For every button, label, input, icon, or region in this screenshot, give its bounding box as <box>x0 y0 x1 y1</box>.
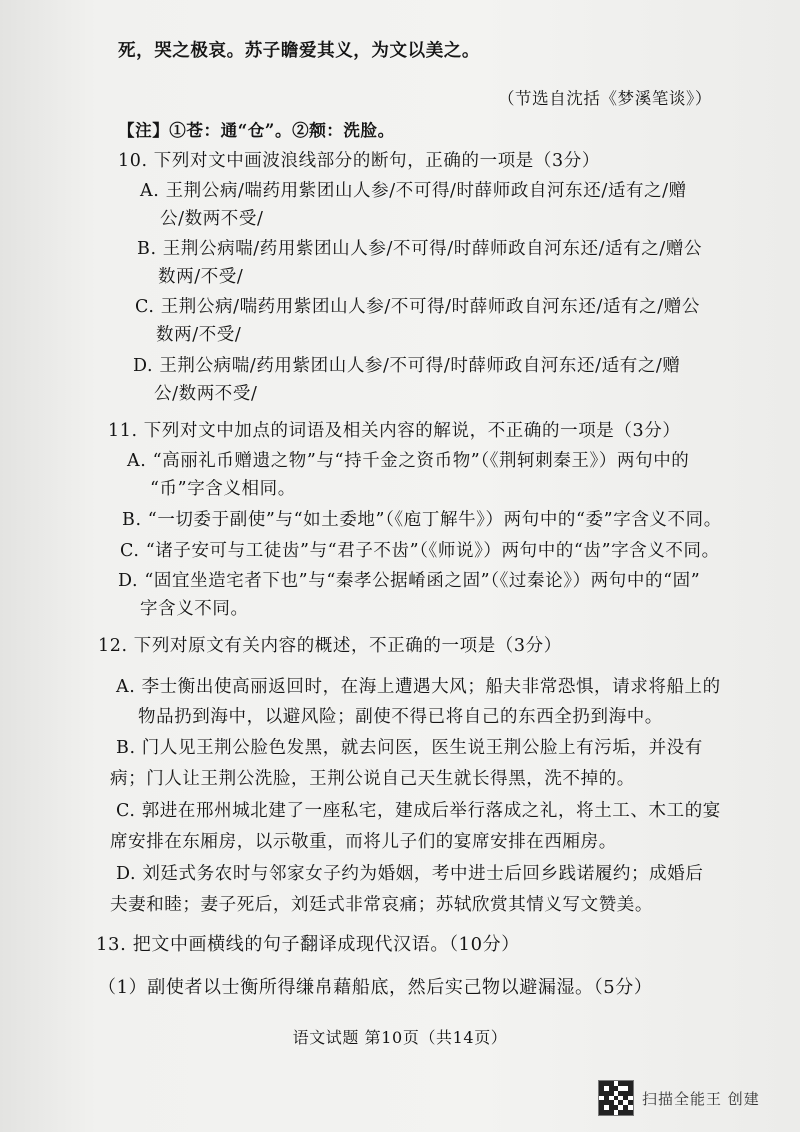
q13-sentence-1: （1）副使者以士衡所得缣帛藉船底，然后实己物以避漏湿。（5分） <box>98 977 653 998</box>
q13-stem: 13. 把文中画横线的句子翻译成现代汉语。（10分） <box>96 934 520 955</box>
q11-stem: 11. 下列对文中加点的词语及相关内容的解说，不正确的一项是（3分） <box>108 421 681 441</box>
page-footer: 语文试题 第10页（共14页） <box>292 1028 508 1047</box>
q11-option-d: D. “固宜坐造宅者下也”与“秦孝公据崤函之固”（《过秦论》）两句中的“固” <box>118 571 701 591</box>
q12-stem: 12. 下列对原文有关内容的概述，不正确的一项是（3分） <box>98 636 562 656</box>
q10-option-a: A. 王荆公病/喘药用紫团山人参/不可得/时薛师政自河东还/适有之/赠 <box>140 181 687 201</box>
q12-option-b-cont: 病；门人让王荆公洗脸，王荆公说自己天生就长得黑，洗不掉的。 <box>110 769 635 789</box>
q12-option-c-cont: 席安排在东厢房，以示敬重，而将儿子们的宴席安排在西厢房。 <box>110 832 617 852</box>
q12-option-a: A. 李士衡出使高丽返回时，在海上遭遇大风；船夫非常恐惧，请求将船上的 <box>116 677 721 697</box>
q12-option-c: C. 郭进在邢州城北建了一座私宅，建成后举行落成之礼，将土工、木工的宴 <box>116 801 721 821</box>
q10-option-b: B. 王荆公病喘/药用紫团山人参/不可得/时薛师政自河东还/适有之/赠公 <box>137 239 703 259</box>
annotation-note: 【注】①苍：通“仓”。②颒：洗脸。 <box>118 121 395 140</box>
q11-option-a: A. “高丽礼币赠遗之物”与“持千金之资币物”（《荆轲刺秦王》）两句中的 <box>127 451 690 471</box>
q12-option-b: B. 门人见王荆公脸色发黑，就去问医，医生说王荆公脸上有污垢，并没有 <box>116 738 703 758</box>
watermark-text: 扫描全能王 创建 <box>642 1089 760 1108</box>
qr-code-icon <box>598 1080 634 1116</box>
q10-option-b-cont: 数两/不受/ <box>158 267 244 287</box>
q10-option-a-cont: 公/数两不受/ <box>160 209 264 229</box>
q10-stem: 10. 下列对文中画波浪线部分的断句，正确的一项是（3分） <box>118 151 600 171</box>
q11-option-c: C. “诸子安可与工徒齿”与“君子不齿”（《师说》）两句中的“齿”字含义不同。 <box>120 541 720 561</box>
q10-option-d-cont: 公/数两不受/ <box>154 384 258 404</box>
q10-option-c: C. 王荆公病/喘药用紫团山人参/不可得/时薛师政自河东还/适有之/赠公 <box>135 297 700 317</box>
q10-option-c-cont: 数两/不受/ <box>156 325 242 345</box>
q11-option-a-cont: “币”字含义相同。 <box>150 479 296 499</box>
q12-option-d: D. 刘廷式务农时与邻家女子约为婚姻，考中进士后回乡践诺履约；成婚后 <box>116 864 704 884</box>
passage-ending: 死，哭之极哀。苏子瞻爱其义，为文以美之。 <box>118 41 480 61</box>
scanner-watermark <box>598 1080 760 1116</box>
q12-option-a-cont: 物品扔到海中，以避风险；副使不得已将自己的东西全扔到海中。 <box>138 707 663 727</box>
q11-option-b: B. “一切委于副使”与“如土委地”（《庖丁解牛》）两句中的“委”字含义不同。 <box>122 510 722 530</box>
source-citation: （节选自沈括《梦溪笔谈》） <box>497 89 712 108</box>
q11-option-d-cont: 字含义不同。 <box>140 599 249 619</box>
q12-option-d-cont: 夫妻和睦；妻子死后，刘廷式非常哀痛；苏轼欣赏其情义写文赞美。 <box>110 895 653 915</box>
q10-option-d: D. 王荆公病喘/药用紫团山人参/不可得/时薛师政自河东还/适有之/赠 <box>133 356 681 376</box>
